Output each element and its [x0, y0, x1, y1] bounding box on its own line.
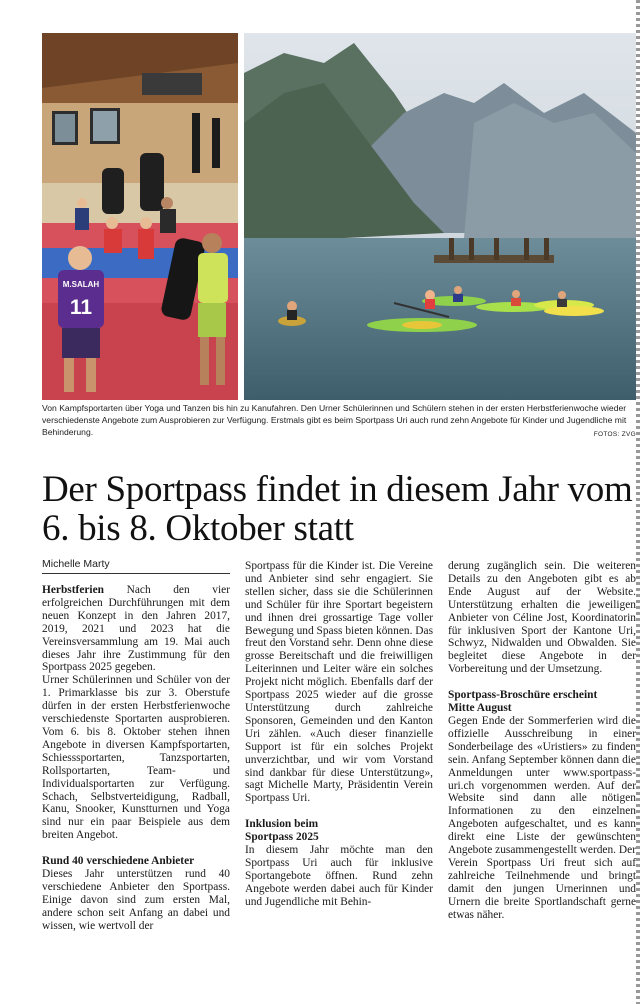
kayak-lake-illustration [244, 33, 636, 400]
subheading-line: Sportpass 2025 [245, 831, 319, 844]
photo-credit: FOTOS: ZVG [593, 431, 636, 438]
jersey-number: 11 [69, 296, 93, 319]
paragraph: Urner Schülerinnen und Schüler von der 1. Primarklasse bis zur 3. Oberstufe dürfen in der ersten Herbstferienwoche verschiedenste Sportarten ausprobieren. Vom 6. bis 8. Oktober stehen ihnen Angebote in diversen Kampfsportarten, Schiesssportarten, Tanzsportarten, Rollsportarten, Team- und Individualsportarten zur Verfügung. Schach, Selbstverteidigung, Radball, Kanu, Snooker, Kunstturnen und Yoga sind nur ein paar Beispiele aus dem breiten Angebot. [42, 674, 230, 842]
subheading: Rund 40 verschiedene Anbieter [42, 855, 195, 868]
photo-martial-arts [42, 33, 238, 400]
author-byline: Michelle Marty [42, 558, 110, 570]
martial-arts-illustration [42, 33, 238, 400]
article-column-2 [245, 560, 433, 909]
paragraph [42, 584, 230, 674]
article-column-3 [448, 560, 636, 921]
photo-kayaking-lake [244, 33, 636, 400]
page-edge-perforation [636, 0, 640, 1004]
subheading [448, 689, 636, 715]
paragraph: derung zugänglich sein. Die weiteren Details zu den Angeboten gibt es ab Ende August auf der Website. Unterstützung erhalten die jeweiligen Anbieter von Céline Jost, Koordinatorin für inklusiven Sport der Kantone Uri, Schwyz, Nidwalden und Obwalden. Sie begleitet diese Angebote in der Vorbereitung und der Umsetzung. [448, 560, 636, 676]
paragraph: Sportpass für die Kinder ist. Die Vereine und Anbieter sind sehr engagiert. Sie stellen sicher, dass sie die Schülerinnen und Schüler für ihre Sportart begeistern und ihnen drei grossartige Tage voller Bewegung und Spass bieten können. Das freut den Vorstand sehr. Denn ohne diese grosse Bereitschaft und die freiwilligen Leiterinnen und Leiter wäre ein solches Projekt nicht möglich. Ebenfalls darf der Sportpass 2025 wieder auf die grosse Unterstützung durch zahlreiche Sponsoren, Gemeinden und den Kanton Uri zählen. «Auch dieser finanzielle Support ist für ein solches Projekt unverzichtbar, und wir vom Vorstand sind dankbar für diese Unterstützung», sagt Michelle Marty, Präsidentin Verein Sportpass Uri. [245, 560, 433, 805]
lead-label: Herbstferien [42, 584, 104, 596]
paragraph-text: Nach den vier erfolgreichen Durchführungen mit dem neuen Konzept in den Jahren 2017, 2019, 2021 und 2023 hat die Vereinsversammlung am 19. Mai auch dieses Jahr ihre Zustimmung für den Sportpass 2025 gegeben. [42, 584, 230, 674]
jersey-name: M.SALAH [62, 280, 100, 289]
byline-divider [42, 573, 230, 574]
article-column-1 [42, 584, 230, 933]
paragraph: Dieses Jahr unterstützen rund 40 verschiedene Anbieter den Sportpass. Einige davon sind zum ersten Mal, andere schon seit Anfang an dabei und wissen, wie wertvoll der [42, 868, 230, 932]
subheading-line: Sportpass-Broschüre erscheint [448, 689, 598, 702]
caption-text: Von Kampfsportarten über Yoga und Tanzen bis hin zu Kanufahren. Den Urner Schülerinnen und Schülern stehen in der ersten Herbstferienwoche wieder verschiedenste Angebote zum Ausprobieren zur Verfügung. Erstmals gibt es beim Sportpass Uri auch rund zehn Angebote für Kinder und Jugendliche mit Behinderung. [42, 403, 627, 437]
subheading-line: Inklusion beim [245, 818, 319, 831]
photo-caption [42, 402, 636, 441]
paragraph: Gegen Ende der Sommerferien wird die offizielle Ausschreibung in einer Sonderbeilage des «Uristiers» zu finden sein. Anfang September können dann die Anmeldungen unter www.sportpass-uri.ch vorgenommen werden. Auf der Website sind dann alle nötigen Informationen zu den einzelnen Angeboten aufgeschaltet, und es kann direkt eine Liste der gewünschten Angebote zusammengestellt werden. Der Verein Sportpass Uri freut sich auf zahlreiche Teilnehmende und bringt damit den jungen Urnerinnen und Urnern die breite Sportlandschaft gerne etwas näher. [448, 714, 636, 921]
subheading-line: Mitte August [448, 702, 512, 715]
subheading [245, 818, 433, 844]
article-headline: Der Sportpass findet in diesem Jahr vom 6. bis 8. Oktober statt [42, 469, 633, 549]
paragraph: In diesem Jahr möchte man den Sportpass Uri auch für inklusive Sportangebote öffnen. Rund zehn Angebote werden dabei auch für Kinder und Jugendliche mit Behin- [245, 844, 433, 908]
